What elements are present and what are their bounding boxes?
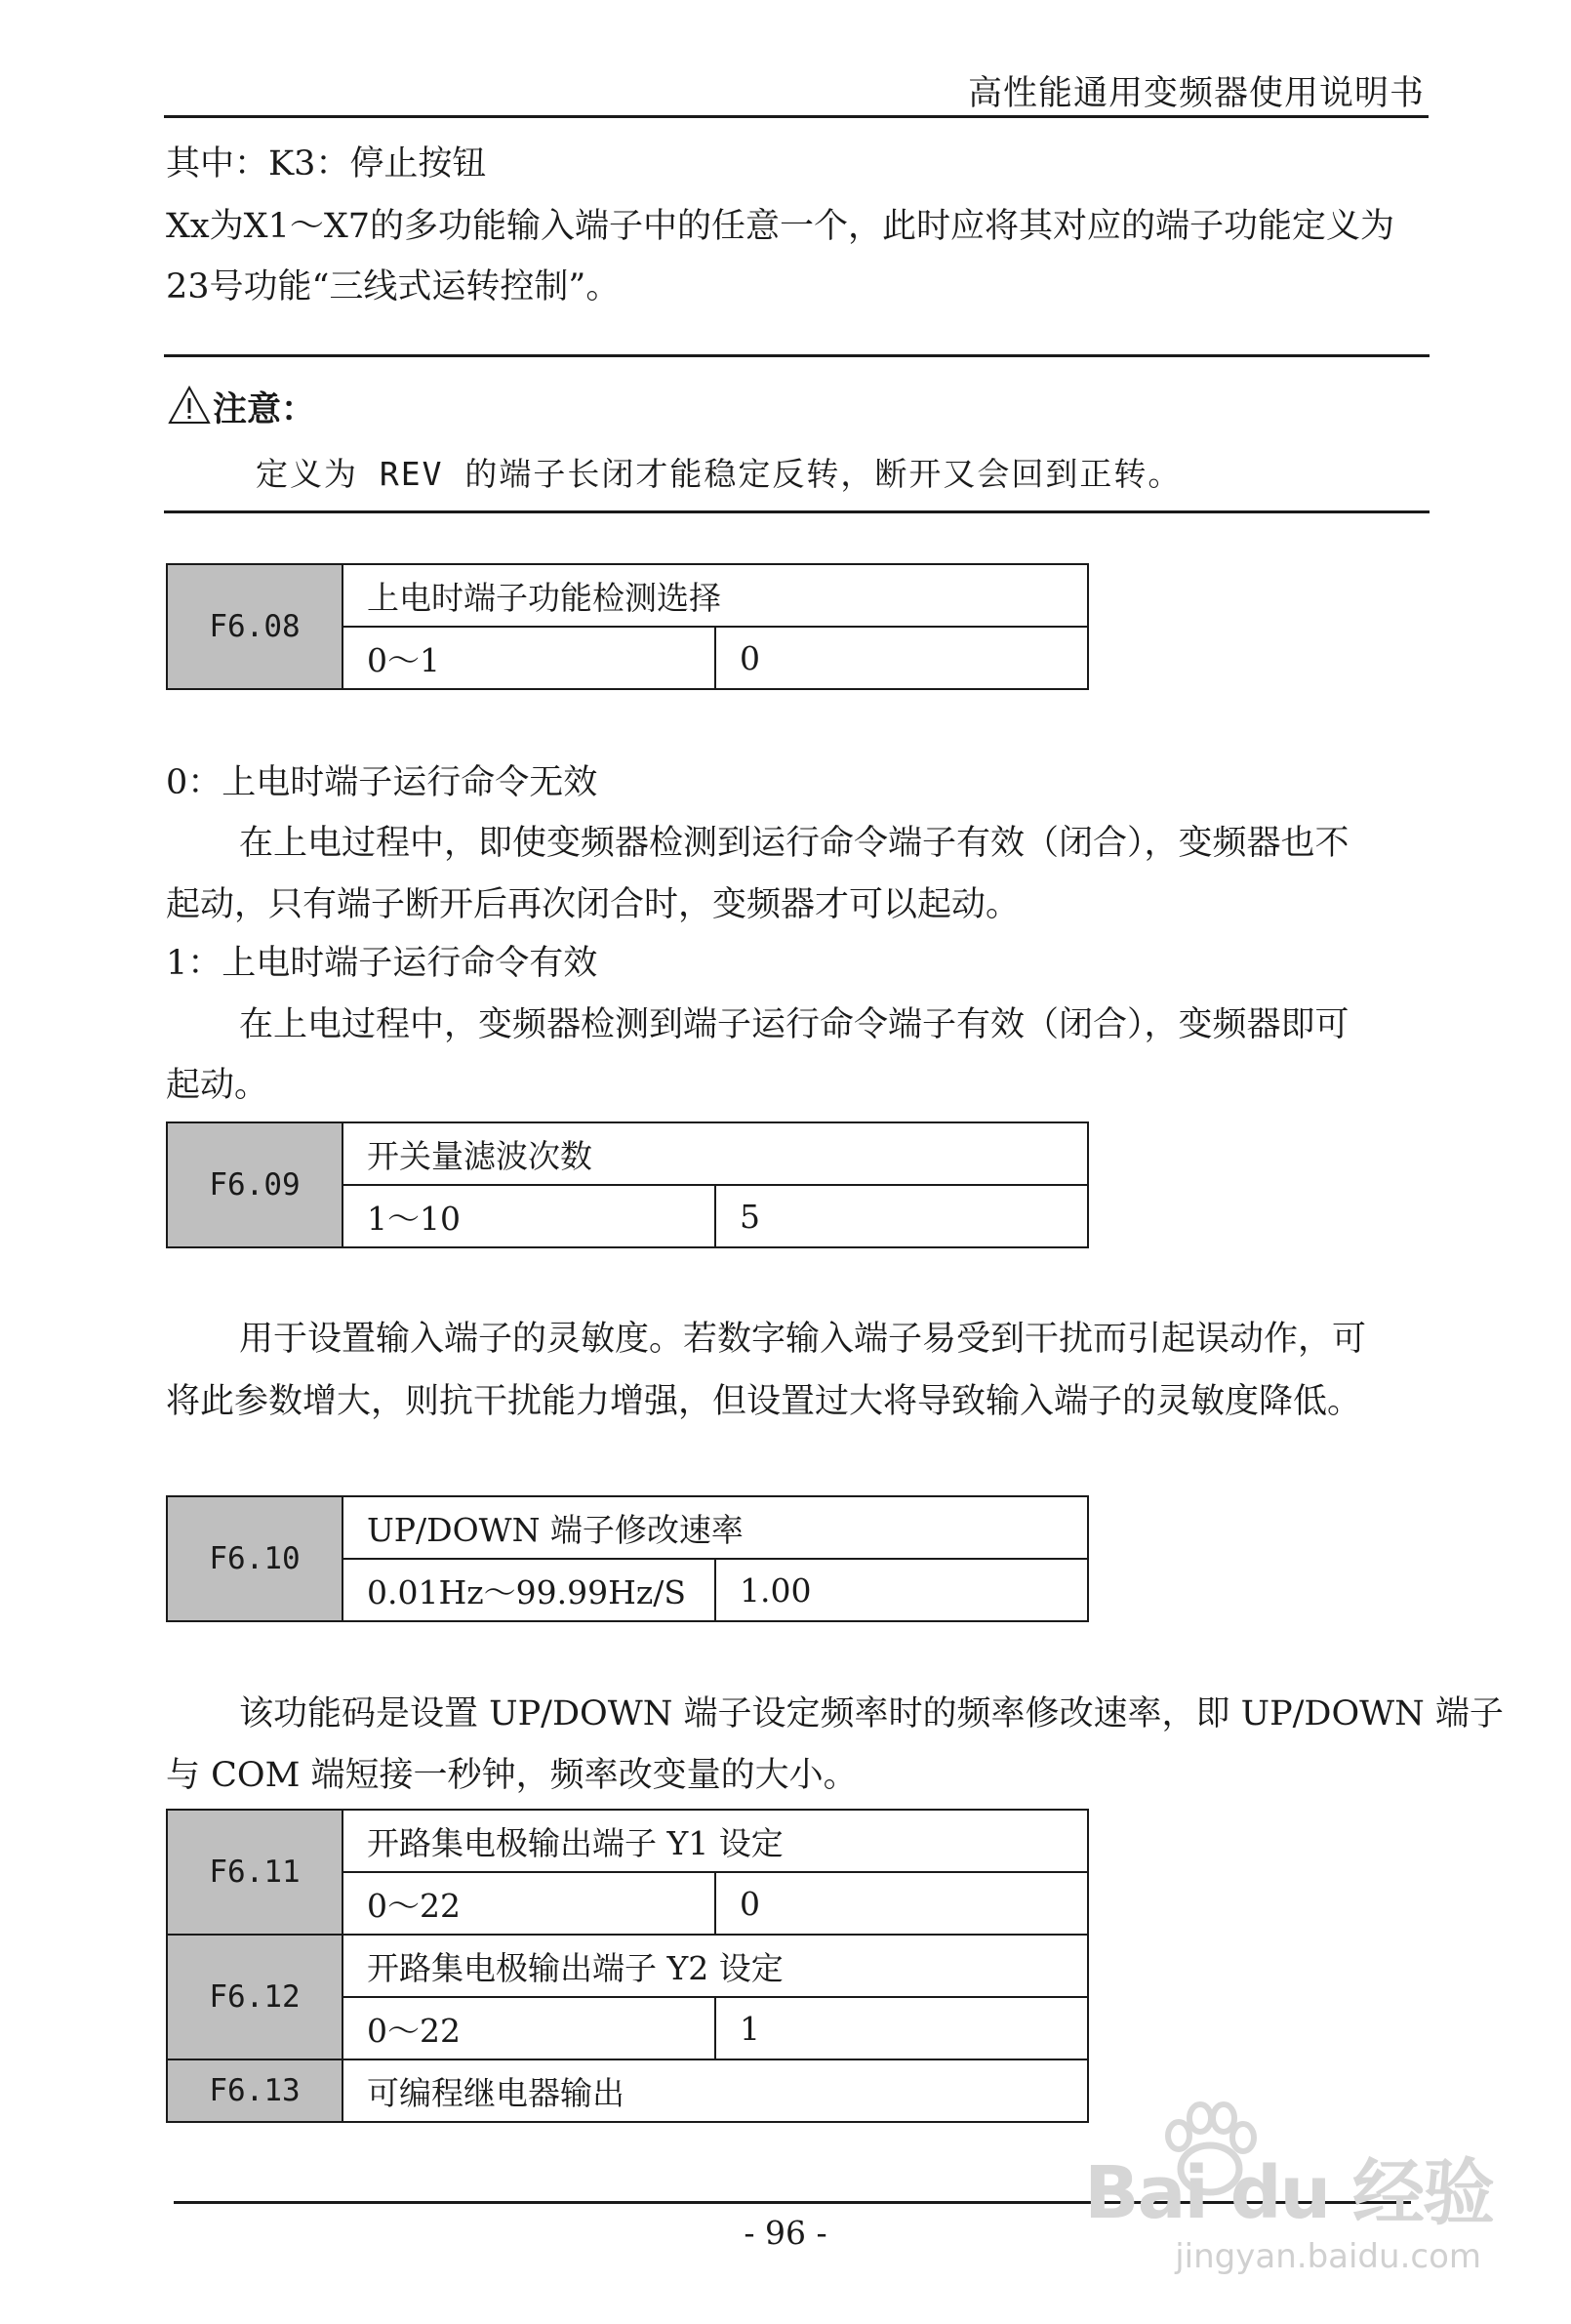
watermark-brand: Bai du 经验 xyxy=(1084,2151,1493,2235)
param-range: 0～22 xyxy=(342,1872,715,1935)
param-name: 开路集电极输出端子 Y2 设定 xyxy=(342,1935,1088,1997)
param-code: F6.13 xyxy=(167,2059,342,2122)
note-bottom-rule xyxy=(164,510,1430,513)
note-label: 注意： xyxy=(213,389,316,429)
f608-option-0: 0：上电时端子运行命令无效 xyxy=(166,763,598,802)
watermark-url: jingyan.baidu.com xyxy=(1175,2237,1481,2276)
param-name: UP/DOWN 端子修改速率 xyxy=(342,1496,1088,1559)
f609-desc-2: 将此参数增大，则抗干扰能力增强，但设置过大将导致输入端子的灵敏度降低。 xyxy=(166,1382,1362,1421)
param-table-f6-08 xyxy=(166,563,1089,690)
param-default: 0 xyxy=(715,1872,1088,1935)
param-range: 0～22 xyxy=(342,1997,715,2059)
param-default: 5 xyxy=(715,1185,1088,1247)
f608-option-1: 1：上电时端子运行命令有效 xyxy=(166,944,598,983)
intro-line-2: Xx为X1～X7的多功能输入端子中的任意一个，此时应将其对应的端子功能定义为 xyxy=(166,207,1395,246)
document-header-title: 高性能通用变频器使用说明书 xyxy=(967,74,1425,113)
f608-option-1-desc-1: 在上电过程中，变频器检测到端子运行命令端子有效（闭合），变频器即可 xyxy=(239,1005,1349,1044)
param-name: 开路集电极输出端子 Y1 设定 xyxy=(342,1810,1088,1872)
param-name: 开关量滤波次数 xyxy=(342,1122,1088,1185)
param-table-f6-10 xyxy=(166,1495,1089,1622)
param-name: 可编程继电器输出 xyxy=(342,2059,1088,2122)
param-range: 0.01Hz～99.99Hz/S xyxy=(342,1559,715,1621)
note-top-rule xyxy=(164,354,1430,357)
param-code: F6.09 xyxy=(167,1122,342,1247)
param-range: 0～1 xyxy=(342,627,715,689)
param-code: F6.08 xyxy=(167,564,342,689)
note-text: 定义为 REV 的端子长闭才能稳定反转，断开又会回到正转。 xyxy=(256,455,1183,493)
f610-desc-2: 与 COM 端短接一秒钟，频率改变量的大小。 xyxy=(166,1756,858,1795)
f608-option-1-desc-2: 起动。 xyxy=(166,1066,269,1105)
param-default: 0 xyxy=(715,627,1088,689)
f610-desc-1: 该功能码是设置 UP/DOWN 端子设定频率时的频率修改速率，即 UP/DOWN 端子 xyxy=(239,1694,1504,1733)
intro-line-1: 其中：K3：停止按钮 xyxy=(166,144,487,183)
param-default: 1.00 xyxy=(715,1559,1088,1621)
param-code: F6.11 xyxy=(167,1810,342,1935)
page-number: - 96 - xyxy=(744,2214,827,2252)
f609-desc-1: 用于设置输入端子的灵敏度。若数字输入端子易受到干扰而引起误动作，可 xyxy=(239,1320,1367,1359)
param-table-f6-09 xyxy=(166,1121,1089,1248)
param-range: 1～10 xyxy=(342,1185,715,1247)
param-table-f6-11-13 xyxy=(166,1809,1089,2123)
f608-option-0-desc-1: 在上电过程中，即使变频器检测到运行命令端子有效（闭合），变频器也不 xyxy=(239,824,1349,863)
warning-triangle-icon xyxy=(168,386,211,425)
f608-option-0-desc-2: 起动，只有端子断开后再次闭合时，变频器才可以起动。 xyxy=(166,885,1021,924)
param-code: F6.12 xyxy=(167,1935,342,2059)
param-default: 1 xyxy=(715,1997,1088,2059)
param-code: F6.10 xyxy=(167,1496,342,1621)
intro-line-3: 23号功能“三线式运转控制”。 xyxy=(166,267,621,306)
header-rule xyxy=(164,115,1429,118)
param-name: 上电时端子功能检测选择 xyxy=(342,564,1088,627)
